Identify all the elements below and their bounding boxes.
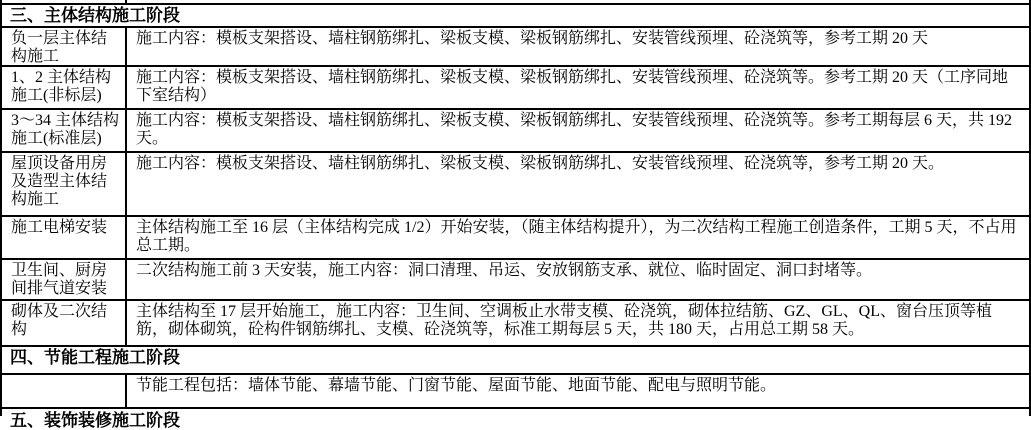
- phase-content-cell: 施工内容：模板支架搭设、墙柱钢筋绑扎、梁板支模、梁板钢筋绑扎、安装管线预埋、砼浇筑等，参考工期 20 天。: [136, 155, 945, 172]
- phase-row: [0, 301, 1031, 347]
- phase-content-cell: [127, 0, 1029, 3]
- phase-name-cell: 屋顶设备用房及造型主体结构施工: [2, 153, 127, 215]
- phase-content-cell: 施工内容：模板支架搭设、墙柱钢筋绑扎、梁板支模、梁板钢筋绑扎、安装管线预埋、砼浇筑等，参考工期 20 天: [136, 30, 929, 47]
- phase-row: [0, 67, 1031, 110]
- phase-content-cell: 主体结构至 17 层开始施工，施工内容：卫生间、空调板止水带支模、砼浇筑，砌体拉结筋、GZ、GL、QL、窗台压顶等植筋，砌体砌筑，砼构件钢筋绑扎、支模、砼浇筑等，标准工期每层 5 天，共 180 天，占用总工期 58 天。: [136, 303, 992, 338]
- phase-name-cell: 负一层主体结构施工: [2, 28, 127, 65]
- phase-content-cell: 节能工程包括：墙体节能、幕墙节能、门窗节能、屋面节能、地面节能、配电与照明节能。: [136, 377, 777, 394]
- phase-row: [0, 110, 1031, 153]
- phase-row: [0, 153, 1031, 217]
- section-header: 四、节能工程施工阶段: [0, 347, 1031, 375]
- phase-name-cell: 3～34 主体结构施工(标准层): [2, 110, 127, 151]
- phase-name-cell: 1、2 主体结构施工(非标层): [2, 67, 127, 108]
- phase-name-cell: 砌体及二次结构: [2, 301, 127, 345]
- phase-content-cell: 施工内容：模板支架搭设、墙柱钢筋绑扎、梁板支模、梁板钢筋绑扎、安装管线预埋、砼浇筑等。参考工期每层 6 天，共 192 天。: [136, 112, 1013, 147]
- phase-name-cell: [2, 0, 127, 3]
- phase-name-cell: 施工电梯安装: [2, 217, 127, 258]
- phase-row: [0, 375, 1031, 409]
- phase-row: [0, 28, 1031, 67]
- phase-content-cell: 施工内容：模板支架搭设、墙柱钢筋绑扎、梁板支模、梁板钢筋绑扎、安装管线预埋、砼浇筑等。参考工期 20 天（工序同地下室结构）: [136, 69, 1009, 104]
- phase-row: [0, 260, 1031, 301]
- phase-name-cell: [2, 375, 127, 407]
- phase-content-cell: 主体结构施工至 16 层（主体结构完成 1/2）开始安装，（随主体结构提升），为二次结构工程施工创造条件，工期 5 天，不占用总工期。: [136, 219, 1017, 254]
- phase-name-cell: 卫生间、厨房间排气道安装: [2, 260, 127, 299]
- clipped-next-section-header: 五、装饰装修施工阶段: [0, 409, 1031, 416]
- phase-content-cell: 二次结构施工前 3 天安装，施工内容：洞口清理、吊运、安放钢筋支承、就位、临时固定、洞口封堵等。: [136, 262, 873, 279]
- section-header: 三、主体结构施工阶段: [0, 5, 1031, 28]
- phase-row: [0, 217, 1031, 260]
